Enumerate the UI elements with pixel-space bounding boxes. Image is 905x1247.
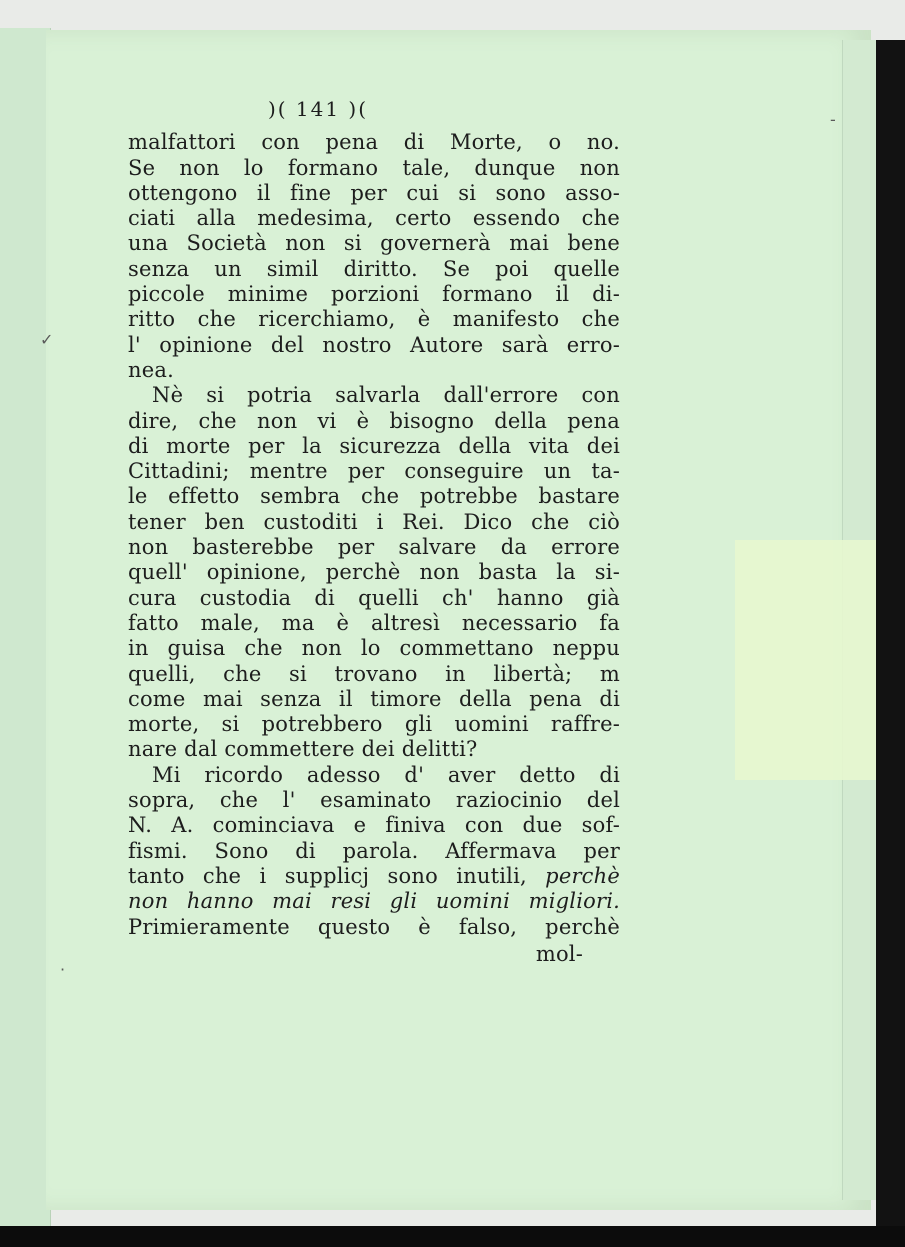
- scan-border-right: [876, 40, 905, 1247]
- text-line: una Società non si governerà mai bene: [128, 231, 620, 256]
- text-line: quell' opinione, perchè non basta la si-: [128, 560, 620, 585]
- text-line: cura custodia di quelli ch' hanno già: [128, 585, 620, 610]
- text-lines: [128, 130, 628, 940]
- paper-bleed-patch: [735, 540, 885, 780]
- text-line: N. A. cominciava e finiva con due sof-: [128, 813, 620, 838]
- text-line: ottengono il fine per cui si sono asso-: [128, 180, 620, 205]
- text-line: in guisa che non lo commettano neppu: [128, 636, 620, 661]
- page-text: [128, 97, 628, 967]
- text-line: nare dal commettere dei delitti?: [128, 737, 478, 762]
- scan-border-bottom: [0, 1226, 905, 1247]
- text-line: Cittadini; mentre per conseguire un ta-: [128, 459, 620, 484]
- text-line: piccole minime porzioni formano il di-: [128, 282, 620, 307]
- text-line: morte, si potrebbero gli uomini raffre-: [128, 712, 620, 737]
- text-line: quelli, che si trovano in libertà; m: [128, 661, 620, 686]
- text-line: fatto male, ma è altresì necessario fa: [128, 610, 620, 635]
- text-line: le effetto sembra che potrebbe bastare: [128, 484, 620, 509]
- text-line: di morte per la sicurezza della vita dei: [128, 433, 620, 458]
- text-line: tener ben custoditi i Rei. Dico che ciò: [128, 509, 620, 534]
- text-line: l' opinione del nostro Autore sarà erro-: [128, 332, 620, 357]
- text-line: come mai senza il timore della pena di: [128, 686, 620, 711]
- text-line: [128, 864, 620, 889]
- text-line: nea.: [128, 357, 174, 382]
- left-page-edge: [0, 28, 54, 1228]
- text-line: Se non lo formano tale, dunque non: [128, 155, 620, 180]
- text-line: malfattori con pena di Morte, o no.: [128, 130, 620, 155]
- margin-mark: -: [830, 110, 836, 129]
- margin-mark: ✓: [40, 330, 54, 349]
- text-line: senza un simil diritto. Se poi quelle: [128, 256, 620, 281]
- text-line: sopra, che l' esaminato raziocinio del: [128, 788, 620, 813]
- text-line: dire, che non vi è bisogno della pena: [128, 408, 620, 433]
- margin-mark: ·: [60, 960, 66, 979]
- page-number-header: )( 141 )(: [267, 97, 369, 121]
- catchword: mol-: [535, 941, 583, 966]
- text-line: ciati alla medesima, certo essendo che: [128, 206, 620, 231]
- text-line: non hanno mai resi gli uomini migliori.: [128, 889, 620, 914]
- text-line: fismi. Sono di parola. Affermava per: [128, 838, 620, 863]
- text-line: ritto che ricerchiamo, è manifesto che: [128, 307, 620, 332]
- text-segment: tanto che i supplicj sono inutili,: [128, 863, 546, 888]
- italic-segment: perchè: [545, 863, 620, 888]
- text-line: Nè si potria salvarla dall'errore con: [152, 383, 620, 408]
- text-line: Primieramente questo è falso, perchè: [128, 914, 620, 939]
- text-line: non basterebbe per salvare da errore: [128, 535, 620, 560]
- text-line: Mi ricordo adesso d' aver detto di: [152, 762, 620, 787]
